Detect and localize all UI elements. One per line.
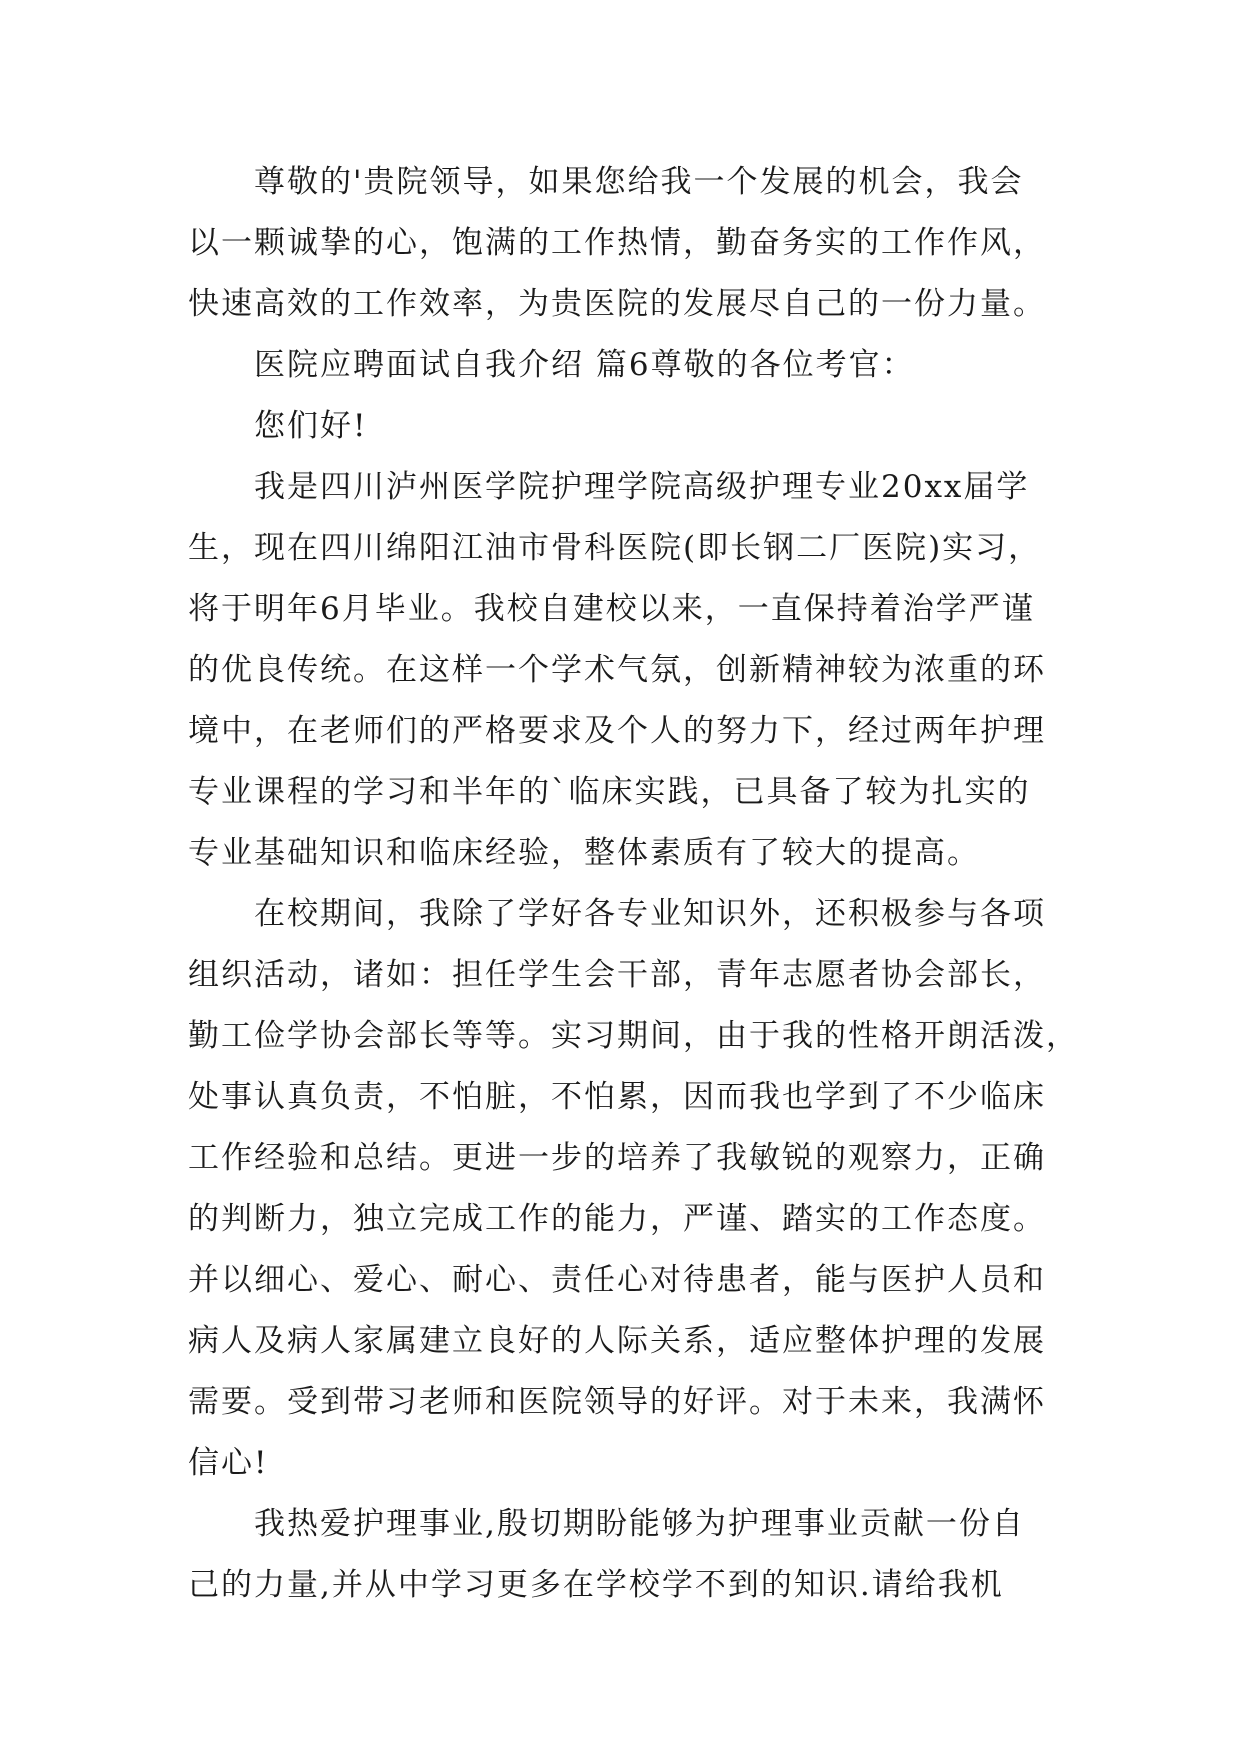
text-line: 病人及病人家属建立良好的人际关系，适应整体护理的发展 — [188, 1323, 1046, 1359]
text-line: 医院应聘面试自我介绍 篇6尊敬的各位考官： — [254, 347, 915, 383]
text-line: 需要。受到带习老师和医院领导的好评。对于未来，我满怀 — [188, 1384, 1046, 1420]
paragraph — [188, 894, 1079, 1504]
text-line: 专业基础知识和临床经验，整体素质有了较大的提高。 — [188, 835, 980, 871]
text-line: 己的力量,并从中学习更多在学校学不到的知识.请给我机 — [188, 1567, 1004, 1603]
text-line: 以一颗诚挚的心，饱满的工作热情，勤奋务实的工作作风， — [188, 225, 1046, 261]
paragraph — [188, 1504, 1068, 1626]
text-line: 生，现在四川绵阳江油市骨科医院(即长钢二厂医院)实习， — [188, 530, 1042, 566]
text-line: 组织活动，诸如：担任学生会干部，青年志愿者协会部长， — [188, 957, 1046, 993]
text-line: 您们好! — [254, 408, 368, 444]
text-line: 将于明年6月毕业。我校自建校以来，一直保持着治学严谨 — [188, 591, 1035, 627]
document-body — [188, 162, 1079, 1626]
paragraph — [188, 162, 1068, 345]
text-line: 境中，在老师们的严格要求及个人的努力下，经过两年护理 — [188, 713, 1046, 749]
text-line: 我热爱护理事业,殷切期盼能够为护理事业贡献一份自 — [254, 1506, 1025, 1542]
text-line: 并以细心、爱心、耐心、责任心对待患者，能与医护人员和 — [188, 1262, 1046, 1298]
text-line: 快速高效的工作效率，为贵医院的发展尽自己的一份力量。 — [188, 286, 1046, 322]
text-line: 我是四川泸州医学院护理学院高级护理专业20xx届学 — [254, 469, 1030, 505]
text-line: 信心! — [188, 1445, 269, 1481]
text-line: 的判断力，独立完成工作的能力，严谨、踏实的工作态度。 — [188, 1201, 1046, 1237]
paragraph — [188, 345, 1068, 406]
paragraph — [188, 406, 1068, 467]
paragraph — [188, 467, 1068, 894]
text-line: 工作经验和总结。更进一步的培养了我敏锐的观察力，正确 — [188, 1140, 1046, 1176]
text-line: 尊敬的'贵院领导，如果您给我一个发展的机会，我会 — [254, 164, 1024, 200]
text-line: 勤工俭学协会部长等等。实习期间，由于我的性格开朗活泼， — [188, 1018, 1079, 1054]
text-line: 处事认真负责，不怕脏，不怕累，因而我也学到了不少临床 — [188, 1079, 1046, 1115]
text-line: 的优良传统。在这样一个学术气氛，创新精神较为浓重的环 — [188, 652, 1046, 688]
text-line: 专业课程的学习和半年的`临床实践，已具备了较为扎实的 — [188, 774, 1031, 810]
text-line: 在校期间，我除了学好各专业知识外，还积极参与各项 — [254, 896, 1046, 932]
